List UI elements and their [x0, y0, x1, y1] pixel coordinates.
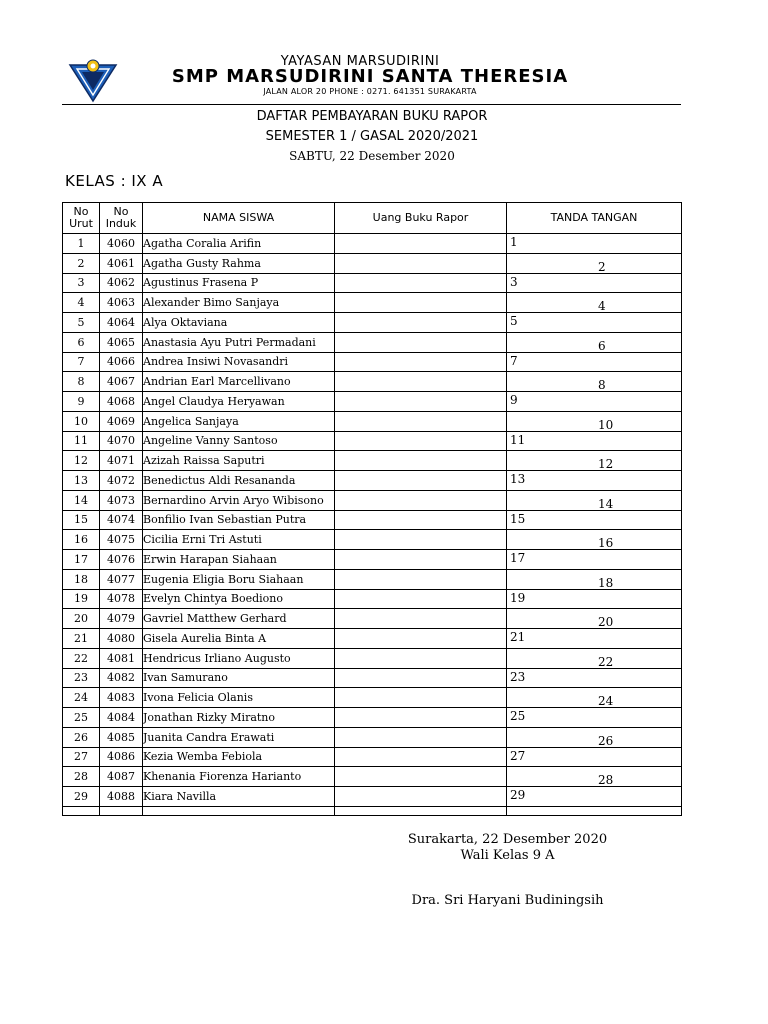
cell-signature[interactable] [507, 431, 682, 451]
table-row [63, 629, 682, 649]
cell-signature[interactable] [507, 648, 682, 668]
table-row [63, 747, 682, 767]
table-header-row [63, 203, 682, 234]
table-body [63, 234, 682, 816]
cell-payment[interactable] [335, 490, 507, 510]
cell-student-name: Benedictus Aldi Resananda [143, 471, 335, 491]
cell-student-name: Kezia Wemba Febiola [143, 747, 335, 767]
school-address: JALAN ALOR 20 PHONE : 0271. 641351 SURAKARTA [263, 87, 477, 96]
cell-signature[interactable] [507, 727, 682, 747]
cell-student-name: Evelyn Chintya Boediono [143, 589, 335, 609]
cell-signature[interactable] [507, 471, 682, 491]
cell-signature[interactable] [507, 569, 682, 589]
table-row [63, 609, 682, 629]
cell-no-urut: 20 [63, 609, 100, 629]
cell-no-induk: 4079 [100, 609, 143, 629]
signature-number: 12 [598, 457, 614, 471]
cell-payment[interactable] [335, 293, 507, 313]
cell-no-urut: 11 [63, 431, 100, 451]
cell-no-urut: 9 [63, 392, 100, 412]
cell-no-induk: 4061 [100, 253, 143, 273]
cell-no-urut: 7 [63, 352, 100, 372]
payment-table [62, 202, 682, 816]
cell-no-urut: 28 [63, 767, 100, 787]
signature-number: 17 [510, 551, 526, 565]
cell-signature[interactable] [507, 352, 682, 372]
cell-payment[interactable] [335, 431, 507, 451]
cell-signature[interactable] [507, 550, 682, 570]
cell-no-induk: 4085 [100, 727, 143, 747]
blank-cell [100, 806, 143, 815]
cell-student-name: Anastasia Ayu Putri Permadani [143, 332, 335, 352]
cell-no-induk: 4070 [100, 431, 143, 451]
cell-payment[interactable] [335, 352, 507, 372]
table-row [63, 451, 682, 471]
cell-student-name: Alexander Bimo Sanjaya [143, 293, 335, 313]
cell-student-name: Erwin Harapan Siahaan [143, 550, 335, 570]
cell-payment[interactable] [335, 609, 507, 629]
foundation-name: YAYASAN MARSUDIRINI [280, 54, 440, 69]
cell-signature[interactable] [507, 609, 682, 629]
cell-payment[interactable] [335, 332, 507, 352]
cell-payment[interactable] [335, 313, 507, 333]
table-row [63, 668, 682, 688]
table-row [63, 411, 682, 431]
cell-no-induk: 4069 [100, 411, 143, 431]
col-header-tanda: TANDA TANGAN [507, 203, 682, 234]
cell-student-name: Agatha Gusty Rahma [143, 253, 335, 273]
cell-payment[interactable] [335, 530, 507, 550]
cell-student-name: Ivan Samurano [143, 668, 335, 688]
cell-signature[interactable] [507, 293, 682, 313]
cell-no-urut: 21 [63, 629, 100, 649]
cell-no-urut: 26 [63, 727, 100, 747]
signature-number: 21 [510, 630, 526, 644]
signature-number: 5 [510, 314, 518, 328]
cell-signature[interactable] [507, 629, 682, 649]
cell-no-urut: 27 [63, 747, 100, 767]
cell-no-urut: 13 [63, 471, 100, 491]
school-name: SMP MARSUDIRINI SANTA THERESIA [171, 66, 569, 87]
cell-payment[interactable] [335, 471, 507, 491]
signature-number: 25 [510, 709, 526, 723]
table-row [63, 569, 682, 589]
table-row [63, 510, 682, 530]
cell-no-urut: 4 [63, 293, 100, 313]
cell-no-induk: 4063 [100, 293, 143, 313]
cell-payment[interactable] [335, 787, 507, 807]
cell-no-induk: 4066 [100, 352, 143, 372]
col-header-nama: NAMA SISWA [143, 203, 335, 234]
cell-no-induk: 4064 [100, 313, 143, 333]
cell-student-name: Gisela Aurelia Binta A [143, 629, 335, 649]
cell-no-induk: 4076 [100, 550, 143, 570]
cell-student-name: Jonathan Rizky Miratno [143, 708, 335, 728]
cell-signature[interactable] [507, 510, 682, 530]
signature-number: 19 [510, 590, 526, 605]
cell-signature[interactable] [507, 767, 682, 787]
cell-payment[interactable] [335, 273, 507, 293]
cell-signature[interactable] [507, 253, 682, 273]
cell-payment[interactable] [335, 648, 507, 668]
cell-student-name: Angel Claudya Heryawan [143, 392, 335, 412]
cell-payment[interactable] [335, 747, 507, 767]
cell-payment[interactable] [335, 253, 507, 273]
cell-signature[interactable] [507, 234, 682, 254]
cell-student-name: Juanita Candra Erawati [143, 727, 335, 747]
signature-place-date: Surakarta, 22 Desember 2020 [407, 832, 608, 847]
cell-payment[interactable] [335, 411, 507, 431]
table-row [63, 293, 682, 313]
cell-payment[interactable] [335, 392, 507, 412]
signature-number: 3 [510, 274, 518, 289]
signature-number: 18 [598, 575, 614, 589]
cell-no-urut: 3 [63, 273, 100, 293]
cell-payment[interactable] [335, 510, 507, 530]
cell-payment[interactable] [335, 372, 507, 392]
cell-student-name: Gavriel Matthew Gerhard [143, 609, 335, 629]
cell-no-urut: 29 [63, 787, 100, 807]
cell-no-induk: 4068 [100, 392, 143, 412]
table-row [63, 392, 682, 412]
cell-no-induk: 4072 [100, 471, 143, 491]
cell-payment[interactable] [335, 451, 507, 471]
cell-signature[interactable] [507, 668, 682, 688]
cell-student-name: Agatha Coralia Arifin [143, 234, 335, 254]
cell-signature[interactable] [507, 787, 682, 807]
cell-no-urut: 22 [63, 648, 100, 668]
cell-no-induk: 4062 [100, 273, 143, 293]
cell-no-induk: 4082 [100, 668, 143, 688]
cell-signature[interactable] [507, 688, 682, 708]
cell-student-name: Angeline Vanny Santoso [143, 431, 335, 451]
table-row [63, 431, 682, 451]
table-row [63, 313, 682, 333]
signature-role: Wali Kelas 9 A [460, 848, 555, 863]
cell-no-induk: 4074 [100, 510, 143, 530]
signature-number: 26 [598, 733, 614, 747]
semester-title: SEMESTER 1 / GASAL 2020/2021 [265, 129, 479, 144]
signature-number: 7 [510, 353, 518, 368]
cell-student-name: Andrian Earl Marcellivano [143, 372, 335, 392]
signature-number: 13 [510, 472, 526, 486]
signature-number: 24 [598, 694, 614, 708]
cell-student-name: Hendricus Irliano Augusto [143, 648, 335, 668]
signature-number: 29 [510, 788, 526, 802]
col-header-no-urut: No Urut [63, 203, 100, 234]
signature-number: 1 [510, 235, 518, 249]
cell-no-induk: 4073 [100, 490, 143, 510]
cell-no-induk: 4080 [100, 629, 143, 649]
signature-number: 15 [510, 511, 526, 526]
cell-signature[interactable] [507, 708, 682, 728]
cell-payment[interactable] [335, 708, 507, 728]
header-divider [62, 104, 681, 105]
cell-no-induk: 4060 [100, 234, 143, 254]
cell-no-induk: 4081 [100, 648, 143, 668]
cell-student-name: Bernardino Arvin Aryo Wibisono [143, 490, 335, 510]
cell-payment[interactable] [335, 767, 507, 787]
table-row [63, 253, 682, 273]
signature-number: 23 [510, 669, 526, 684]
table-row [63, 767, 682, 787]
cell-no-urut: 10 [63, 411, 100, 431]
cell-no-urut: 16 [63, 530, 100, 550]
cell-no-urut: 1 [63, 234, 100, 254]
table-row [63, 372, 682, 392]
cell-student-name: Eugenia Eligia Boru Siahaan [143, 569, 335, 589]
cell-signature[interactable] [507, 392, 682, 412]
cell-no-induk: 4067 [100, 372, 143, 392]
table-row [63, 589, 682, 609]
class-label: KELAS : IX A [65, 172, 164, 190]
cell-no-induk: 4071 [100, 451, 143, 471]
cell-no-induk: 4077 [100, 569, 143, 589]
blank-cell [507, 806, 682, 815]
signature-number: 20 [598, 615, 614, 629]
cell-payment[interactable] [335, 550, 507, 570]
cell-signature[interactable] [507, 747, 682, 767]
table-row [63, 648, 682, 668]
cell-no-induk: 4084 [100, 708, 143, 728]
cell-payment[interactable] [335, 629, 507, 649]
cell-no-urut: 15 [63, 510, 100, 530]
cell-student-name: Angelica Sanjaya [143, 411, 335, 431]
signature-number: 6 [598, 338, 606, 352]
cell-payment[interactable] [335, 234, 507, 254]
signature-number: 28 [598, 773, 614, 787]
cell-signature[interactable] [507, 451, 682, 471]
signature-number: 8 [598, 378, 606, 392]
blank-cell [63, 806, 100, 815]
cell-student-name: Ivona Felicia Olanis [143, 688, 335, 708]
table-row [63, 332, 682, 352]
cell-no-urut: 2 [63, 253, 100, 273]
cell-signature[interactable] [507, 273, 682, 293]
cell-signature[interactable] [507, 332, 682, 352]
cell-student-name: Bonfilio Ivan Sebastian Putra [143, 510, 335, 530]
cell-payment[interactable] [335, 569, 507, 589]
signature-number: 2 [598, 259, 606, 273]
cell-signature[interactable] [507, 490, 682, 510]
cell-no-urut: 6 [63, 332, 100, 352]
signature-number: 9 [510, 393, 518, 407]
cell-signature[interactable] [507, 313, 682, 333]
signature-number: 4 [598, 299, 606, 313]
signature-number: 14 [598, 496, 614, 510]
table-row [63, 471, 682, 491]
cell-no-induk: 4086 [100, 747, 143, 767]
cell-payment[interactable] [335, 668, 507, 688]
table-row [63, 708, 682, 728]
cell-no-urut: 17 [63, 550, 100, 570]
cell-student-name: Kiara Navilla [143, 787, 335, 807]
cell-student-name: Alya Oktaviana [143, 313, 335, 333]
table-row [63, 550, 682, 570]
cell-no-urut: 25 [63, 708, 100, 728]
table-row [63, 688, 682, 708]
cell-signature[interactable] [507, 411, 682, 431]
cell-student-name: Azizah Raissa Saputri [143, 451, 335, 471]
cell-student-name: Andrea Insiwi Novasandri [143, 352, 335, 372]
table-row [63, 352, 682, 372]
cell-no-urut: 8 [63, 372, 100, 392]
cell-no-urut: 24 [63, 688, 100, 708]
table-row [63, 273, 682, 293]
cell-no-urut: 14 [63, 490, 100, 510]
signature-number: 16 [598, 536, 614, 550]
cell-payment[interactable] [335, 589, 507, 609]
cell-no-urut: 5 [63, 313, 100, 333]
table-row [63, 787, 682, 807]
cell-no-induk: 4087 [100, 767, 143, 787]
col-header-no-induk: No Induk [100, 203, 143, 234]
document-title: DAFTAR PEMBAYARAN BUKU RAPOR [256, 109, 488, 124]
cell-student-name: Agustinus Frasena P [143, 273, 335, 293]
school-logo [68, 57, 118, 103]
cell-no-urut: 18 [63, 569, 100, 589]
col-header-uang: Uang Buku Rapor [335, 203, 507, 234]
cell-payment[interactable] [335, 727, 507, 747]
cell-no-induk: 4088 [100, 787, 143, 807]
table-row [63, 490, 682, 510]
signature-number: 11 [510, 432, 526, 447]
table-row-blank [63, 806, 682, 815]
table-row [63, 234, 682, 254]
signatory-name: Dra. Sri Haryani Budiningsih [411, 893, 604, 908]
cell-no-urut: 19 [63, 589, 100, 609]
cell-no-induk: 4078 [100, 589, 143, 609]
cell-no-induk: 4083 [100, 688, 143, 708]
document-date: SABTU, 22 Desember 2020 [289, 149, 455, 163]
cell-signature[interactable] [507, 589, 682, 609]
cell-no-induk: 4065 [100, 332, 143, 352]
blank-cell [335, 806, 507, 815]
cell-no-induk: 4075 [100, 530, 143, 550]
cell-no-urut: 23 [63, 668, 100, 688]
cell-payment[interactable] [335, 688, 507, 708]
signature-number: 22 [598, 654, 614, 668]
cell-signature[interactable] [507, 372, 682, 392]
signature-number: 10 [598, 417, 614, 431]
table-row [63, 727, 682, 747]
blank-cell [143, 806, 335, 815]
cell-student-name: Cicilia Erni Tri Astuti [143, 530, 335, 550]
signature-number: 27 [510, 748, 526, 763]
cell-signature[interactable] [507, 530, 682, 550]
cell-no-urut: 12 [63, 451, 100, 471]
table-row [63, 530, 682, 550]
cell-student-name: Khenania Fiorenza Harianto [143, 767, 335, 787]
